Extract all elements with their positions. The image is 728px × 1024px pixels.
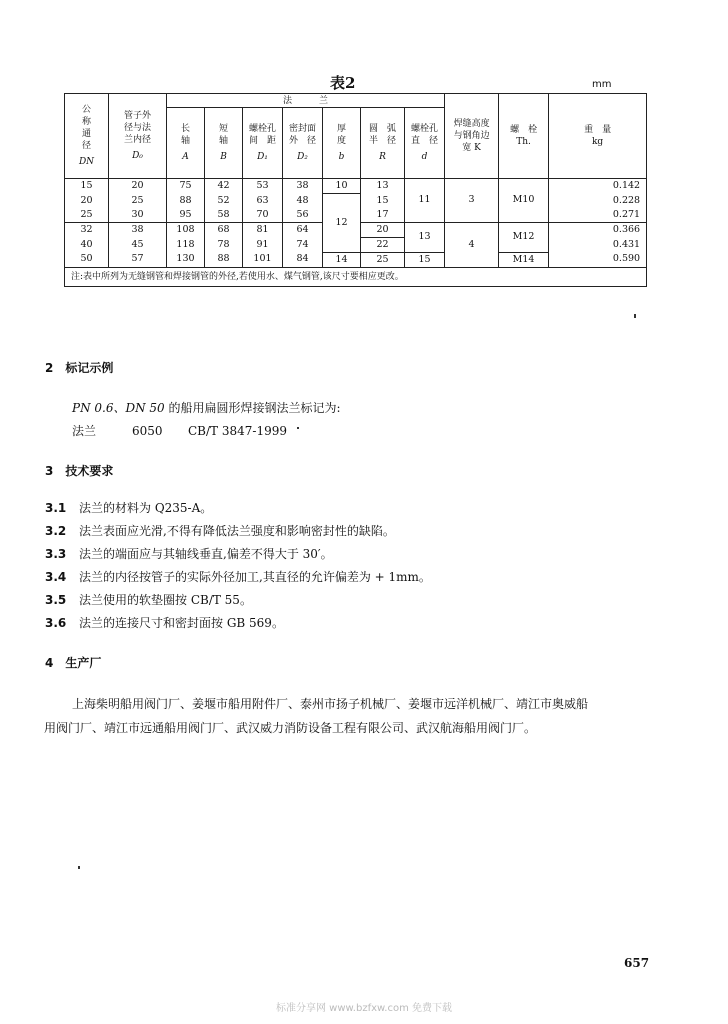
table-row: 50 57 130 88 101 84 14 25 15 M14 0.590 [65, 252, 647, 267]
scan-speck [297, 427, 299, 429]
header-short-axis: 短 轴 B [205, 108, 243, 179]
header-thickness: 厚 度 b [323, 108, 361, 179]
requirement-item: 3.3 法兰的端面应与其轴线垂直,偏差不得大于 30′。 [45, 547, 333, 561]
section-heading-marking: 2 标记示例 [45, 361, 114, 375]
manufacturers-line-2: 用阀门厂、靖江市远通船用阀门厂、武汉威力消防设备工程有限公司、武汉航海船用阀门厂。 [44, 721, 537, 735]
requirement-item: 3.5 法兰使用的软垫圈按 CB/T 55。 [45, 593, 252, 607]
scan-speck [78, 866, 80, 869]
header-bolt: 螺 栓 Th. [499, 94, 549, 179]
table-row: 40 45 118 78 91 74 22 0.431 [65, 237, 647, 252]
marking-designation [72, 422, 287, 439]
manufacturers-paragraph [44, 692, 672, 740]
header-weight: 重 量 kg [549, 94, 647, 179]
table-unit: mm [592, 79, 612, 90]
requirement-item: 3.2 法兰表面应光滑,不得有降低法兰强度和影响密封性的缺陷。 [45, 524, 395, 538]
header-bolt-hole-dia: 螺栓孔 直 径 d [405, 108, 445, 179]
table-row: 25 30 95 58 70 56 17 0.271 [65, 208, 647, 223]
header-bolt-spacing: 螺栓孔 间 距 D₁ [243, 108, 283, 179]
header-dn: 公 称 通 径 DN [65, 94, 109, 179]
table-row: 32 38 108 68 81 64 20 13 4 M12 0.366 [65, 222, 647, 237]
table-note: 注:表中所列为无缝钢管和焊接钢管的外径,若使用水、煤气钢管,该尺寸要相应更改。 [65, 267, 647, 286]
header-arc-radius: 圆 弧 半 径 R [361, 108, 405, 179]
designation-code: 6050 [132, 424, 163, 438]
header-weld-height: 焊缝高度 与钢角边 宽 K [445, 94, 499, 179]
table-row: 20 25 88 52 63 48 12 15 0.228 [65, 194, 647, 208]
header-long-axis: 长 轴 A [167, 108, 205, 179]
requirement-item: 3.1 法兰的材料为 Q235-A。 [45, 501, 213, 515]
header-seal-od: 密封面 外 径 D₂ [283, 108, 323, 179]
table-note-row [65, 267, 647, 286]
watermark: 标准分享网 www.bzfxw.com 免费下载 [276, 1003, 452, 1014]
scan-speck [634, 314, 636, 318]
header-pipe-od: 管子外 径与法 兰内径 D₀ [109, 94, 167, 179]
section-heading-manufacturers: 4 生产厂 [45, 656, 102, 670]
requirement-item: 3.4 法兰的内径按管子的实际外径加工,其直径的允许偏差为 + 1mm。 [45, 570, 431, 584]
page-number: 657 [624, 956, 650, 970]
table-title: 表2 [330, 74, 356, 92]
header-flange-group: 法 兰 [167, 94, 445, 108]
designation-standard: CB/T 3847-1999 [188, 424, 287, 438]
manufacturers-line-1: 上海柴明船用阀门厂、姜堰市船用附件厂、泰州市扬子机械厂、姜堰市远洋机械厂、靖江市奥威船 [72, 697, 589, 711]
designation-name: 法兰 [72, 424, 97, 438]
marking-example-desc: 的船用扁圆形焊接钢法兰标记为: [164, 401, 341, 415]
marking-example-spec: PN 0.6、DN 50 [72, 401, 165, 415]
marking-example-line [72, 399, 341, 416]
spec-table [64, 93, 647, 287]
section-heading-requirements: 3 技术要求 [45, 464, 114, 478]
table-row: 15 20 75 42 53 38 10 13 11 3 M10 0.142 [65, 179, 647, 194]
requirement-item: 3.6 法兰的连接尺寸和密封面按 GB 569。 [45, 616, 284, 630]
